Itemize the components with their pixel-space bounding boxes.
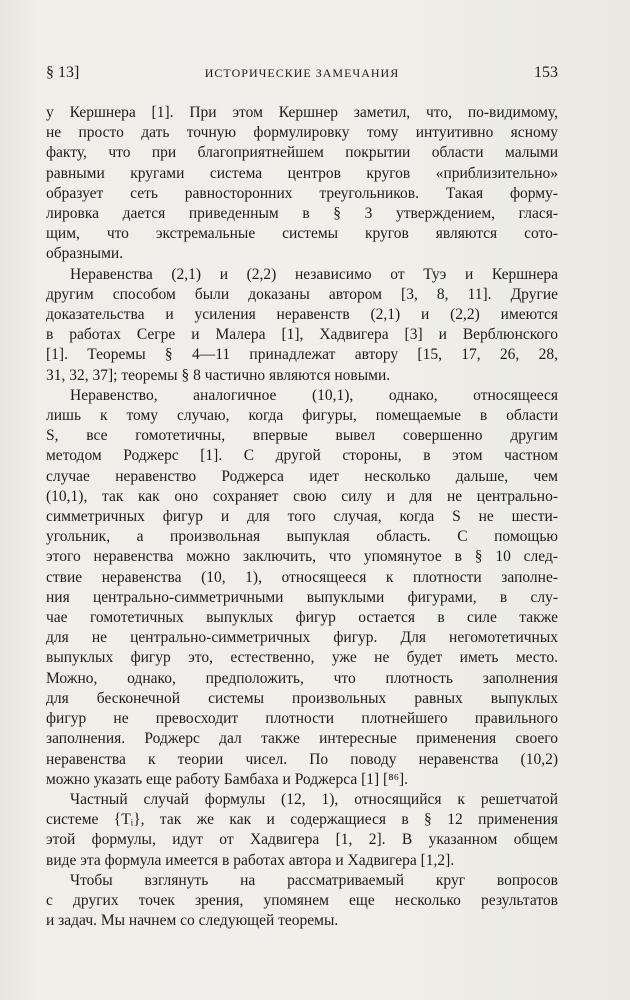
text-line: (10,1), так как оно сохраняет свою силу и для не центрально-: [46, 487, 558, 505]
text-line: системе {Tᵢ}, так же как и содержащиеся в § 12 применения: [46, 811, 558, 829]
text-line: методом Роджерс [1]. С другой стороны, в этом частном: [46, 447, 558, 465]
text-line: ствие неравенства (10, 1), относящееся к плотности заполне-: [46, 568, 558, 586]
text-line: лировка дается приведенным в § 3 утверждением, глася-: [46, 205, 558, 223]
text-line: угольник, а произвольная выпуклая область. С помощью: [46, 528, 558, 546]
page-number: 153: [534, 64, 558, 81]
text-line: факту, что при благоприятнейшем покрытии области малыми: [46, 144, 558, 162]
text-line: 31, 32, 37]; теоремы § 8 частично являются новыми.: [46, 366, 391, 384]
text-line: равными кругами система центров кругов «приблизительно»: [46, 164, 558, 182]
text-line: случае неравенство Роджерса идет несколько дальше, чем: [46, 467, 558, 485]
text-line: Неравенство, аналогичное (10,1), однако, относящееся: [70, 386, 558, 404]
body-text: [46, 103, 558, 931]
text-line: симметричных фигур и для того случая, когда S не шести-: [46, 508, 558, 526]
text-line: фигур не превосходит плотности плотнейшего правильного: [46, 710, 558, 728]
text-line: у Кершнера [1]. При этом Кершнер заметил, что, по-видимому,: [46, 104, 558, 121]
text-line: для не центрально-симметричных фигур. Для негомотетичных: [46, 629, 558, 647]
paragraph: [46, 386, 558, 790]
text-line: щим, что экстремальные системы кругов являются сото-: [46, 225, 558, 243]
text-line: другим способом были доказаны автором [3, 8, 11]. Другие: [46, 285, 558, 303]
text-line: выпуклых фигур это, естественно, уже не будет иметь место.: [46, 649, 558, 667]
text-line: лишь к тому случаю, когда фигуры, помещаемые в области: [46, 407, 558, 425]
text-line: не просто дать точную формулировку тому интуитивно ясному: [46, 124, 558, 142]
text-line: заполнения. Роджерс дал также интересные применения своего: [46, 730, 558, 748]
text-line: для бесконечной системы произвольных равных выпуклых: [46, 689, 558, 707]
text-line: чае гомотетичных выпуклых фигур остается в силе также: [46, 609, 558, 627]
text-line: S, все гомотетичны, впервые вывел совершенно другим: [46, 427, 558, 445]
text-line: можно указать еще работу Бамбаха и Роджерса [1] [⁸⁶].: [46, 770, 409, 788]
paragraph: [46, 265, 558, 386]
text-line: неравенства к теории чисел. По поводу неравенства (10,2): [46, 750, 558, 768]
text-line: Можно, однако, предположить, что плотность заполнения: [46, 669, 558, 687]
text-line: виде эта формула имеется в работах автора и Хадвигера [1,2].: [46, 851, 455, 869]
paragraph: [46, 790, 558, 871]
text-line: Неравенства (2,1) и (2,2) независимо от Туэ и Кершнера: [70, 265, 558, 283]
section-reference: § 13]: [46, 64, 80, 81]
text-line: в работах Сегре и Малера [1], Хадвигера [3] и Верблюнского: [46, 326, 558, 344]
text-line: этого неравенства можно заключить, что упомянутое в § 10 след-: [46, 548, 558, 566]
text-line: доказательства и усиления неравенств (2,1) и (2,2) имеются: [46, 306, 558, 324]
running-head: [46, 64, 558, 88]
paragraph: [46, 103, 558, 265]
text-line: образными.: [46, 245, 124, 263]
text-line: этой формулы, идут от Хадвигера [1, 2]. В указанном общем: [46, 831, 558, 849]
text-line: Чтобы взглянуть на рассматриваемый круг вопросов: [70, 871, 558, 889]
text-line: [1]. Теоремы § 4—11 принадлежат автору [15, 17, 26, 28,: [46, 346, 558, 364]
text-line: с других точек зрения, упомянем еще несколько результатов: [46, 891, 558, 909]
paragraph: [46, 871, 558, 932]
text-line: и задач. Мы начнем со следующей теоремы.: [46, 912, 339, 930]
text-line: Частный случай формулы (12, 1), относящийся к решетчатой: [70, 790, 558, 808]
text-line: ния центрально-симметричными выпуклыми фигурами, в слу-: [46, 588, 558, 606]
text-line: образует сеть равносторонних треугольников. Такая форму-: [46, 184, 558, 202]
chapter-title: ИСТОРИЧЕСКИЕ ЗАМЕЧАНИЯ: [204, 66, 400, 80]
